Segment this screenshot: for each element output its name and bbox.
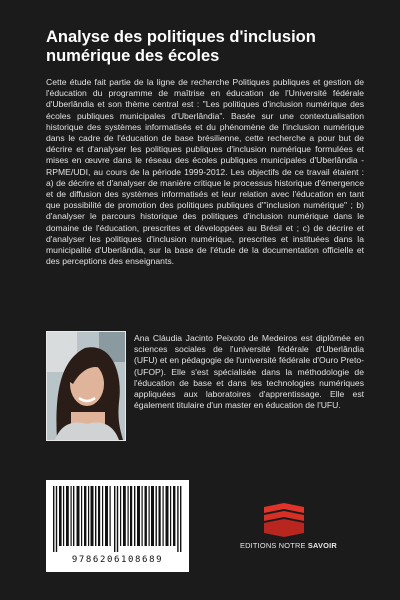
author-photo [46, 331, 126, 441]
publisher-name [240, 541, 350, 550]
book-title: Analyse des politiques d'inclusion numérique des écoles [46, 28, 316, 65]
publisher-name-strong: SAVOIR [307, 541, 337, 550]
author-portrait-image [47, 332, 125, 440]
publisher-logo-icon [260, 503, 308, 537]
isbn-barcode [46, 480, 189, 572]
author-bio: Ana Cláudia Jacinto Peixoto de Medeiros est diplômée en sciences sociales de l'université fédérale d'Uberlândia (UFU) et en pédagogie de l'université fédérale d'Ouro Preto- (UFOP). Elle s'est spécialisée dans la méthodologie de l'éducation de base et dans les technologies numériques appliquées aux laboratoires d'apprentissage. Elle est également titulaire d'un master en éducation de l'UFU. [134, 333, 364, 411]
publisher-name-prefix: EDITIONS NOTRE [240, 541, 308, 550]
book-summary: Cette étude fait partie de la ligne de recherche Politiques publiques et gestion de l'éducation du programme de maîtrise en éducation de l'Université fédérale d'Uberlândia et son thème central est : "Les politiques d'inclusion numérique des écoles publiques municipales d'Uberlândia". Basée sur une contextualisation historique des systèmes informatisés et du phénomène de l'inclusion numérique dans le cadre de l'éducation de base brésilienne, cette recherche a pour but de décrire et d'analyser les politiques publiques d'inclusion numérique formulées et mises en œuvre dans le réseau des écoles publiques municipales d'Uberlândia - RPME/UDI, au cours de la période 1999-2012. Les objectifs de ce travail étaient : a) de décrire et d'analyser de manière critique le processus historique d'émergence et de diffusion des systèmes informatisés et leur relation avec l'éducation en tant que possibilité de promotion des politiques publiques d'"inclusion numérique" ; b) d'analyser le parcours historique des politiques d'inclusion numérique dans le domaine de l'éducation, prescrites et développées au Brésil et ; c) de décrire et d'analyser les politiques d'inclusion numérique, prescrites et instituées dans la municipalité d'Uberlândia, sur la base de l'étude de la documentation officielle et des perceptions des enseignants. [46, 77, 364, 267]
barcode-bars [53, 486, 182, 552]
isbn-number: 9786206108689 [71, 555, 164, 565]
